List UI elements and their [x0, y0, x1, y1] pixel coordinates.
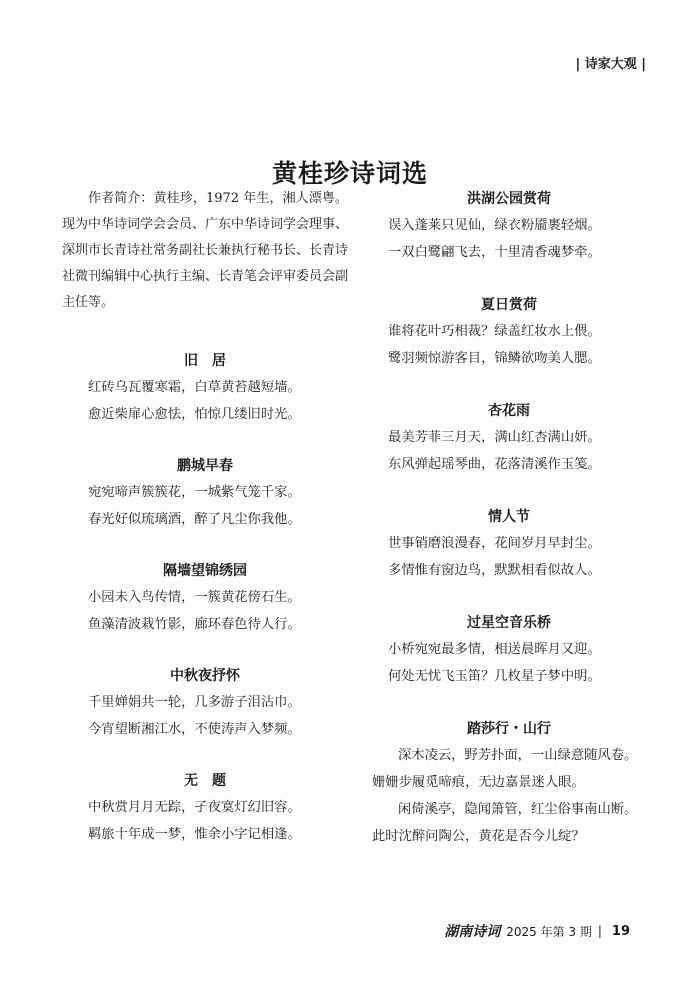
poem-line: 小桥宛宛最多情，相送晨晖月又迎。 — [388, 642, 601, 657]
poem-line: 春光好似琉璃酒，醉了凡尘你我他。 — [88, 512, 301, 527]
footer-separator: | — [597, 924, 602, 938]
poem-line: 谁将花叶巧相裁？绿盖红妆水上偎。 — [388, 324, 601, 339]
poem-line: 何处无忧飞玉笛？几枚星子梦中明。 — [388, 669, 601, 684]
poem-line: 姗姗步履觅啼痕，无边嘉景迷人眼。 — [372, 775, 585, 790]
poem-line: 一双白鹭翩飞去，十里清香魂梦牵。 — [388, 245, 601, 260]
poem — [372, 398, 646, 478]
poem-line: 误入蓬莱只见仙，绿衣粉靥裹轻烟。 — [388, 218, 601, 233]
poem-line: 今宵望断湘江水，不使涛声入梦频。 — [88, 722, 301, 737]
issue-label: 2025 年第 3 期 — [506, 924, 592, 939]
poem-title: 踏莎行・山行 — [467, 721, 551, 737]
poem-title: 鹏城早春 — [177, 458, 233, 474]
poem-line: 此时沈醉问陶公，黄花是否今儿绽？ — [372, 829, 585, 844]
poem-line: 深木凌云，野芳扑面，一山绿意随风卷。 — [398, 748, 638, 763]
poem-line: 世事销磨浪漫春，花间岁月早封尘。 — [388, 536, 601, 551]
poem — [62, 558, 348, 638]
page-title: 黄桂珍诗词选 — [271, 158, 428, 188]
poem-line: 千里婵娟共一轮，几多游子泪沾巾。 — [88, 695, 301, 710]
poem-title: 旧 居 — [184, 353, 226, 369]
author-intro: 作者简介：黄桂珍，1972 年生，湘人漂粤。现为中华诗词学会会员、广东中华诗词学会理事、深圳市长青诗社常务副社长兼执行秘书长、长青诗社微刊编辑中心执行主编、长青笔会评审委员会副主任等。 — [62, 191, 349, 310]
poem-line: 多情惟有窗边鸟，默默相看似故人。 — [388, 563, 601, 578]
left-column — [62, 186, 348, 848]
poem-line: 小园未入鸟传情，一簇黄花傍石生。 — [88, 590, 301, 605]
poem-title: 夏日赏荷 — [481, 297, 537, 313]
poem-line: 最美芳菲三月天，满山红杏满山妍。 — [388, 430, 601, 445]
poem-title: 情人节 — [488, 509, 530, 525]
poem-line: 羁旅十年成一梦，惟余小字记相逢。 — [88, 827, 301, 842]
section-tag: | 诗家大观 | — [575, 57, 646, 72]
right-column — [372, 186, 646, 850]
poem-title: 无 题 — [184, 773, 226, 789]
poem-line: 宛宛啼声簇簇花，一城紫气笼千家。 — [88, 485, 301, 500]
poem-line: 鱼藻清波栽竹影，廊环春色待人行。 — [88, 617, 301, 632]
page-footer — [444, 921, 630, 941]
poem-line: 东风弹起瑶琴曲，花落清溪作玉笺。 — [388, 457, 601, 472]
poem — [62, 348, 348, 428]
poem-line: 红砖乌瓦覆寒霜，白草黄苔越短墙。 — [88, 380, 301, 395]
poem-line: 闲倚溪亭，隐闻箫管，红尘俗事南山断。 — [398, 802, 638, 817]
poem-title: 中秋夜抒怀 — [170, 668, 240, 684]
ci-poem — [372, 716, 646, 850]
poem-title: 过星空音乐桥 — [467, 615, 551, 631]
poem — [372, 504, 646, 584]
poem-title: 杏花雨 — [488, 403, 530, 419]
poem — [62, 453, 348, 533]
poem — [372, 610, 646, 690]
poem-line: 中秋赏月月无踪，孑夜寞灯幻旧容。 — [88, 800, 301, 815]
poem-line: 鹭羽频惊游客目，锦鳞欲吻美人腮。 — [388, 351, 601, 366]
poem-line: 愈近柴扉心愈怯，怕惊几缕旧时光。 — [88, 407, 301, 422]
poem — [372, 186, 646, 266]
journal-name: 湖南诗词 — [444, 924, 501, 940]
poem — [372, 292, 646, 372]
page-number: 19 — [611, 923, 630, 939]
poem-title: 洪湖公园赏荷 — [467, 191, 551, 207]
poem-title: 隔墙望锦绣园 — [163, 563, 247, 579]
poem — [62, 663, 348, 743]
poem — [62, 768, 348, 848]
